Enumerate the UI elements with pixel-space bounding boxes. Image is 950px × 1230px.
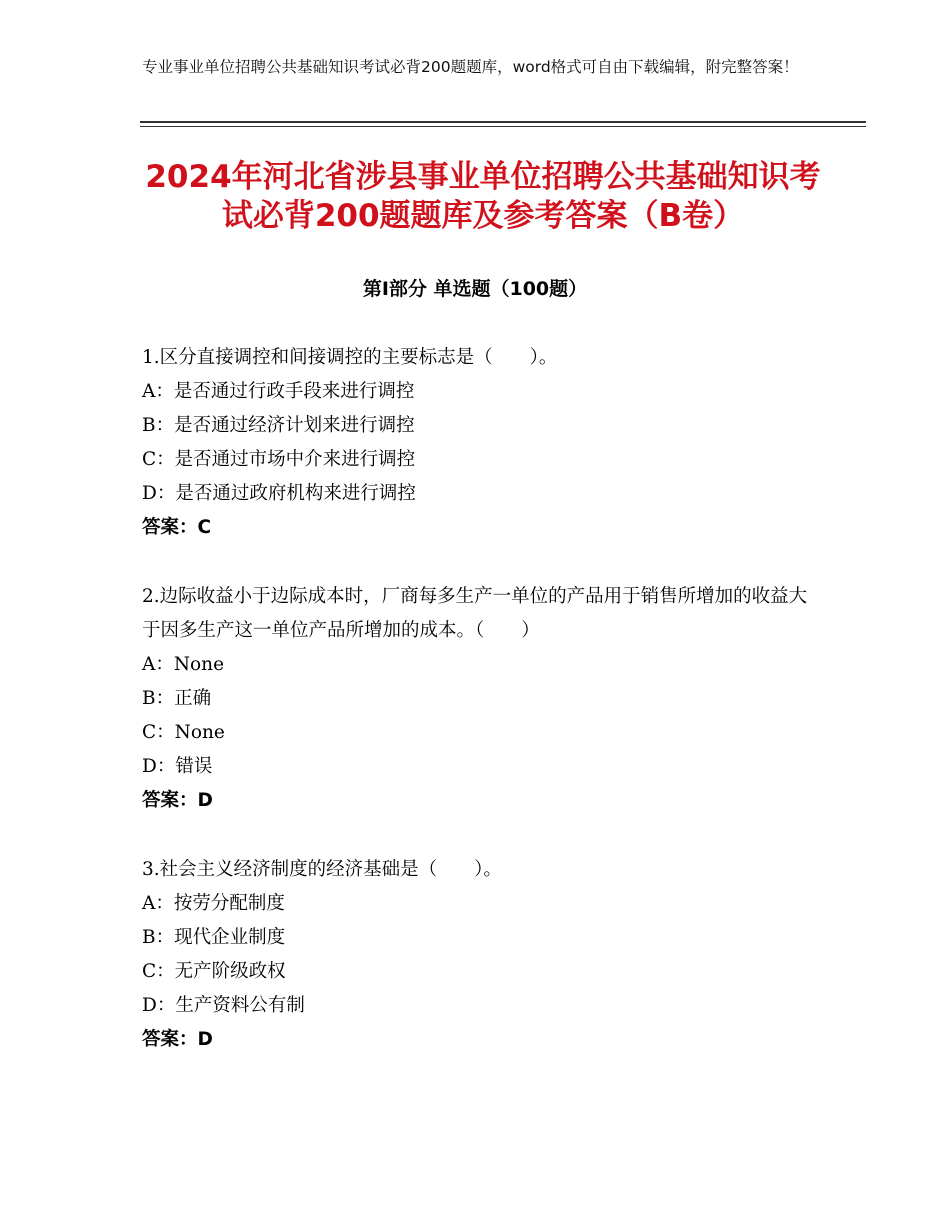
header-divider-thick: [140, 121, 866, 123]
option-d: D：生产资料公有制: [142, 995, 305, 1016]
option-a: A：None: [142, 654, 225, 675]
answer: 答案：C: [142, 517, 212, 538]
option-d: D：是否通过政府机构来进行调控: [142, 483, 416, 504]
question-text: 2.边际收益小于边际成本时，厂商每多生产一单位的产品用于销售所增加的收益大于因多生产这一单位产品所增加的成本。（ ）: [142, 586, 808, 641]
question-2: [142, 580, 822, 818]
option-c: C：无产阶级政权: [142, 961, 286, 982]
document-title: 2024年河北省涉县事业单位招聘公共基础知识考试必背200题题库及参考答案（B卷）: [145, 159, 821, 234]
header-divider-thin: [140, 126, 866, 127]
option-b: B：是否通过经济计划来进行调控: [142, 415, 415, 436]
option-a: A：是否通过行政手段来进行调控: [142, 381, 415, 402]
question-text: 3.社会主义经济制度的经济基础是（ ）。: [142, 859, 502, 880]
question-text: 1.区分直接调控和间接调控的主要标志是（ ）。: [142, 347, 558, 368]
option-c: C：是否通过市场中介来进行调控: [142, 449, 416, 470]
option-d: D：错误: [142, 756, 213, 777]
option-a: A：按劳分配制度: [142, 893, 285, 914]
option-b: B：现代企业制度: [142, 927, 286, 948]
option-b: B：正确: [142, 688, 212, 709]
question-3: [142, 853, 822, 1057]
answer: 答案：D: [142, 1029, 213, 1050]
answer: 答案：D: [142, 790, 213, 811]
section-heading: 第Ⅰ部分 单选题（100题）: [362, 278, 588, 300]
question-1: [142, 341, 822, 545]
header-note: 专业事业单位招聘公共基础知识考试必背200题题库，word格式可自由下载编辑，附完整答案！: [142, 58, 799, 76]
option-c: C：None: [142, 722, 225, 743]
